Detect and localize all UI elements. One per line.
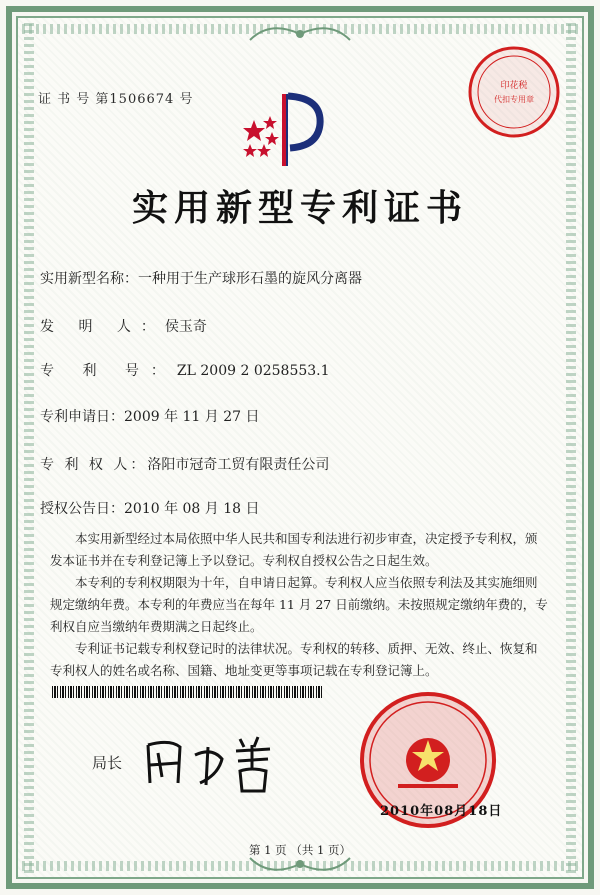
page-number: 第 1 页 （共 1 页） <box>249 843 351 857</box>
body-line: 专利证书记载专利权登记时的法律状况。专利权的转移、质押、无效、终止、恢复和 <box>75 641 538 656</box>
patent-office-logo-icon <box>240 86 340 176</box>
announcement-date-field: 授权公告日：2010 年 08 月 18 日 <box>40 501 260 517</box>
patentee-field: 专 利 权 人：洛阳市冠奇工贸有限责任公司 <box>40 457 330 473</box>
body-line: 规定缴纳年费。本专利的年费应当在每年 11 月 27 日前缴纳。未按照规定缴纳年费的，专 <box>50 597 548 612</box>
left-guilloche <box>24 22 34 873</box>
barcode <box>52 686 322 698</box>
patent-number-field: 专 利 号：ZL 2009 2 0258553.1 <box>40 363 330 379</box>
top-ornament-icon <box>245 20 355 46</box>
seal-date: 2010年08月18日 <box>380 804 503 819</box>
filing-date-field: 专利申请日：2009 年 11 月 27 日 <box>40 409 260 425</box>
body-line: 利权自应当缴纳年费期满之日起终止。 <box>50 619 263 634</box>
body-line: 本专利的专利权期限为十年，自申请日起算。专利权人应当依照专利法及其实施细则 <box>75 575 538 590</box>
tax-stamp-line3: 代扣专用章 <box>494 95 534 104</box>
body-line: 专利权人的姓名或名称、国籍、地址变更等事项记载在专利登记簿上。 <box>50 663 438 678</box>
utility-model-name-field: 实用新型名称：一种用于生产球形石墨的旋风分离器 <box>40 271 362 287</box>
director-label: 局长 <box>92 754 123 772</box>
tax-stamp-line2: 印花税 <box>500 81 528 91</box>
certificate-body <box>50 528 555 682</box>
tax-stamp-icon <box>466 44 562 140</box>
page-title: 实用新型专利证书 <box>131 187 468 229</box>
inventor-field: 发 明 人：侯玉奇 <box>40 319 207 335</box>
right-guilloche <box>566 22 576 873</box>
director-signature-icon <box>140 725 290 795</box>
certificate-number: 证 书 号 第1506674 号 <box>38 92 194 107</box>
body-line: 发本证书并在专利登记簿上予以登记。专利权自授权公告之日起生效。 <box>50 553 438 568</box>
body-line: 本实用新型经过本局依照中华人民共和国专利法进行初步审查，决定授予专利权，颁 <box>75 531 538 546</box>
